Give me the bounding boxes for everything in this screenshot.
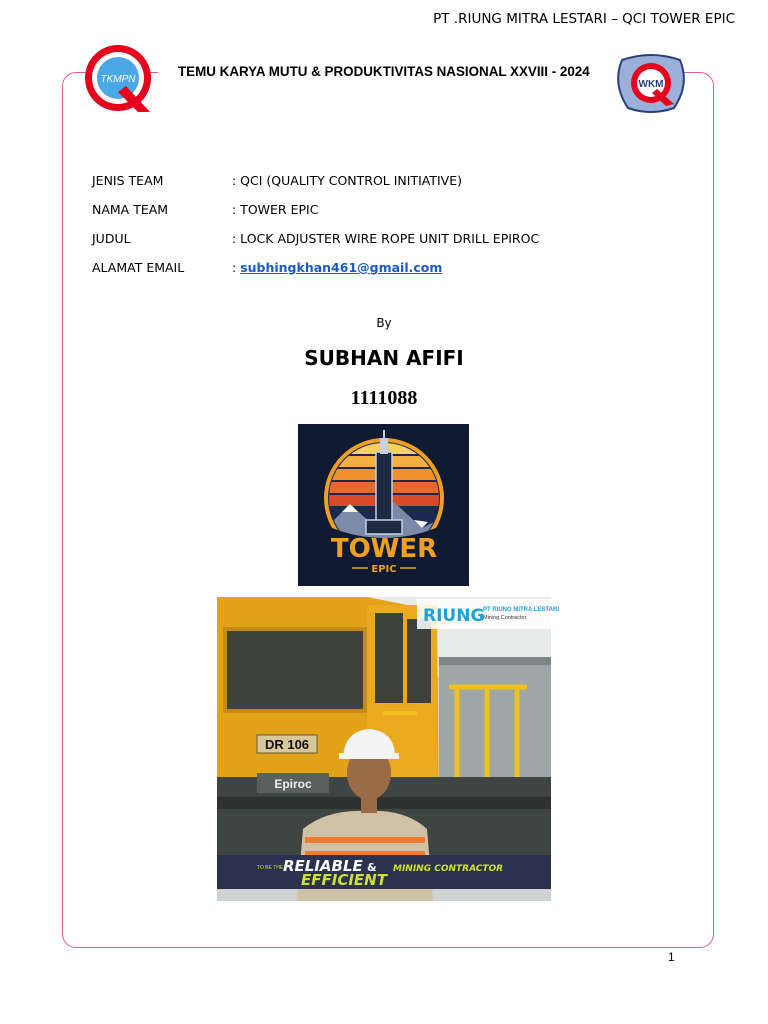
email-prefix: : — [232, 260, 241, 275]
svg-text:MINING CONTRACTOR: MINING CONTRACTOR — [393, 864, 504, 874]
email-link[interactable]: subhingkhan461@gmail.com — [240, 260, 443, 275]
page-number: 1 — [668, 950, 675, 964]
author-id: 1111088 — [350, 387, 418, 409]
tower-epic-logo — [298, 424, 469, 586]
svg-text:RIUNG: RIUNG — [423, 606, 485, 626]
svg-text:DR 106: DR 106 — [264, 737, 310, 752]
svg-text:Epiroc: Epiroc — [274, 777, 312, 791]
svg-text:TOWER: TOWER — [330, 534, 438, 564]
svg-text:EPIC: EPIC — [371, 564, 397, 575]
info-value: : LOCK ADJUSTER WIRE ROPE UNIT DRILL EPIROC — [232, 231, 540, 246]
svg-text:EFFICIENT: EFFICIENT — [301, 871, 387, 889]
svg-text:RELIABLE: RELIABLE — [283, 857, 363, 875]
info-value: : TOWER EPIC — [232, 202, 319, 217]
info-label: JENIS TEAM — [92, 173, 164, 188]
event-title: TEMU KARYA MUTU & PRODUKTIVITAS NASIONAL XXVIII - 2024 — [158, 64, 628, 82]
svg-text:TO BE THE: TO BE THE — [257, 865, 284, 871]
info-label: NAMA TEAM — [92, 202, 169, 217]
svg-text:PT RIUNG MITRA LESTARI: PT RIUNG MITRA LESTARI — [483, 607, 559, 613]
info-label: ALAMAT EMAIL — [92, 260, 185, 275]
running-header: PT .RIUNG MITRA LESTARI – QCI TOWER EPIC — [433, 11, 735, 27]
by-label: By — [376, 316, 392, 330]
wkm-logo — [612, 52, 690, 114]
svg-text:WKM: WKM — [638, 79, 664, 90]
author-name: SUBHAN AFIFI — [304, 346, 464, 370]
info-value — [232, 260, 442, 275]
info-label: JUDUL — [92, 231, 131, 246]
info-value: : QCI (QUALITY CONTROL INITIATIVE) — [232, 173, 463, 188]
svg-text:Mining Contractor: Mining Contractor — [483, 615, 527, 621]
svg-text:TKMPN: TKMPN — [100, 74, 136, 85]
team-photo — [217, 597, 559, 901]
svg-text:&: & — [367, 861, 377, 874]
tkmpn-logo — [80, 42, 156, 114]
